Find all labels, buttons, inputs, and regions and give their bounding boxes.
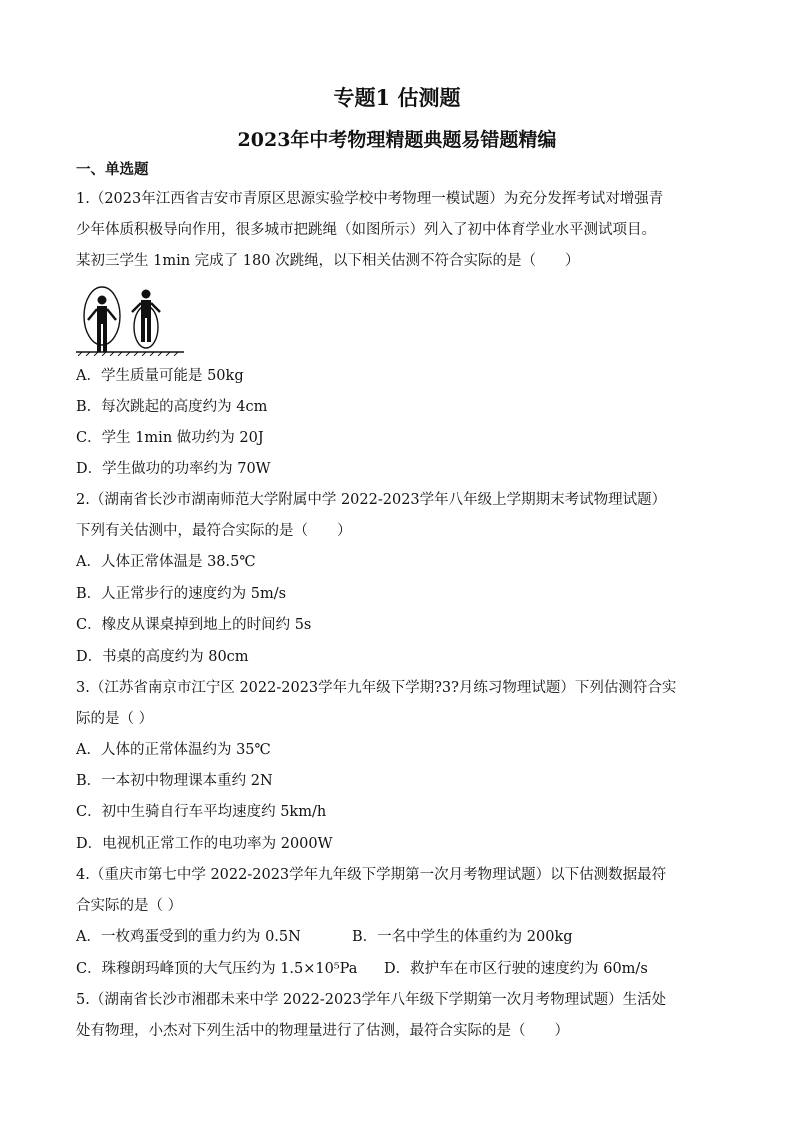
jump-rope-figure-icon	[76, 282, 188, 360]
question-4-option-b: B．一名中学生的体重约为 200kg	[352, 929, 573, 945]
question-3-line-2: 际的是（ ）	[76, 711, 154, 727]
question-3-option-b: B．一本初中物理课本重约 2N	[76, 773, 273, 789]
question-4-line-2: 合实际的是（ ）	[76, 898, 183, 914]
question-2-option-d: D．书桌的高度约为 80cm	[76, 649, 249, 665]
question-1-option-d: D．学生做功的功率约为 70W	[76, 461, 271, 477]
question-1-line-2: 少年体质积极导向作用，很多城市把跳绳（如图所示）列入了初中体育学业水平测试项目。	[76, 222, 656, 238]
question-4-option-c: C．珠穆朗玛峰顶的大气压约为 1.5×10⁵Pa	[76, 961, 358, 977]
question-3-option-a: A．人体的正常体温约为 35℃	[76, 742, 271, 758]
question-2-option-a: A．人体正常体温是 38.5℃	[76, 554, 256, 570]
question-2-line-1: 2.（湖南省长沙市湖南师范大学附属中学 2022-2023学年八年级上学期期末考试物理试题）	[76, 492, 667, 508]
question-4-line-1: 4.（重庆市第七中学 2022-2023学年九年级下学期第一次月考物理试题）以下估测数据最符	[76, 867, 667, 883]
question-1-option-a: A．学生质量可能是 50kg	[76, 368, 244, 384]
question-3-line-1: 3.（江苏省南京市江宁区 2022-2023学年九年级下学期?3?月练习物理试题）下列估测符合实	[76, 680, 677, 696]
question-2-option-b: B．人正常步行的速度约为 5m/s	[76, 586, 287, 602]
question-2-option-c: C．橡皮从课桌掉到地上的时间约 5s	[76, 617, 312, 633]
question-1-option-b: B．每次跳起的高度约为 4cm	[76, 399, 268, 415]
question-2-line-2: 下列有关估测中，最符合实际的是（ ）	[76, 523, 352, 539]
question-4-option-d: D．救护车在市区行驶的速度约为 60m/s	[384, 961, 648, 977]
question-1-line-1: 1.（2023年江西省吉安市青原区思源实验学校中考物理一模试题）为充分发挥考试对增强青	[76, 191, 664, 207]
question-1-option-c: C．学生 1min 做功约为 20J	[76, 430, 264, 446]
document-title: 专题1 估测题	[333, 85, 461, 110]
question-3-option-c: C．初中生骑自行车平均速度约 5km/h	[76, 804, 327, 820]
question-3-option-d: D．电视机正常工作的电功率为 2000W	[76, 836, 333, 852]
document-subtitle: 2023年中考物理精题典题易错题精编	[237, 129, 557, 151]
question-4-option-a: A．一枚鸡蛋受到的重力约为 0.5N	[76, 929, 301, 945]
question-1-line-3: 某初三学生 1min 完成了 180 次跳绳，以下相关估测不符合实际的是（ ）	[76, 253, 580, 269]
question-5-line-1: 5.（湖南省长沙市湘郡未来中学 2022-2023学年八年级下学期第一次月考物理试题）生活处	[76, 992, 667, 1008]
section-heading: 一、单选题	[76, 161, 149, 178]
question-5-line-2: 处有物理，小杰对下列生活中的物理量进行了估测，最符合实际的是（ ）	[76, 1023, 569, 1039]
